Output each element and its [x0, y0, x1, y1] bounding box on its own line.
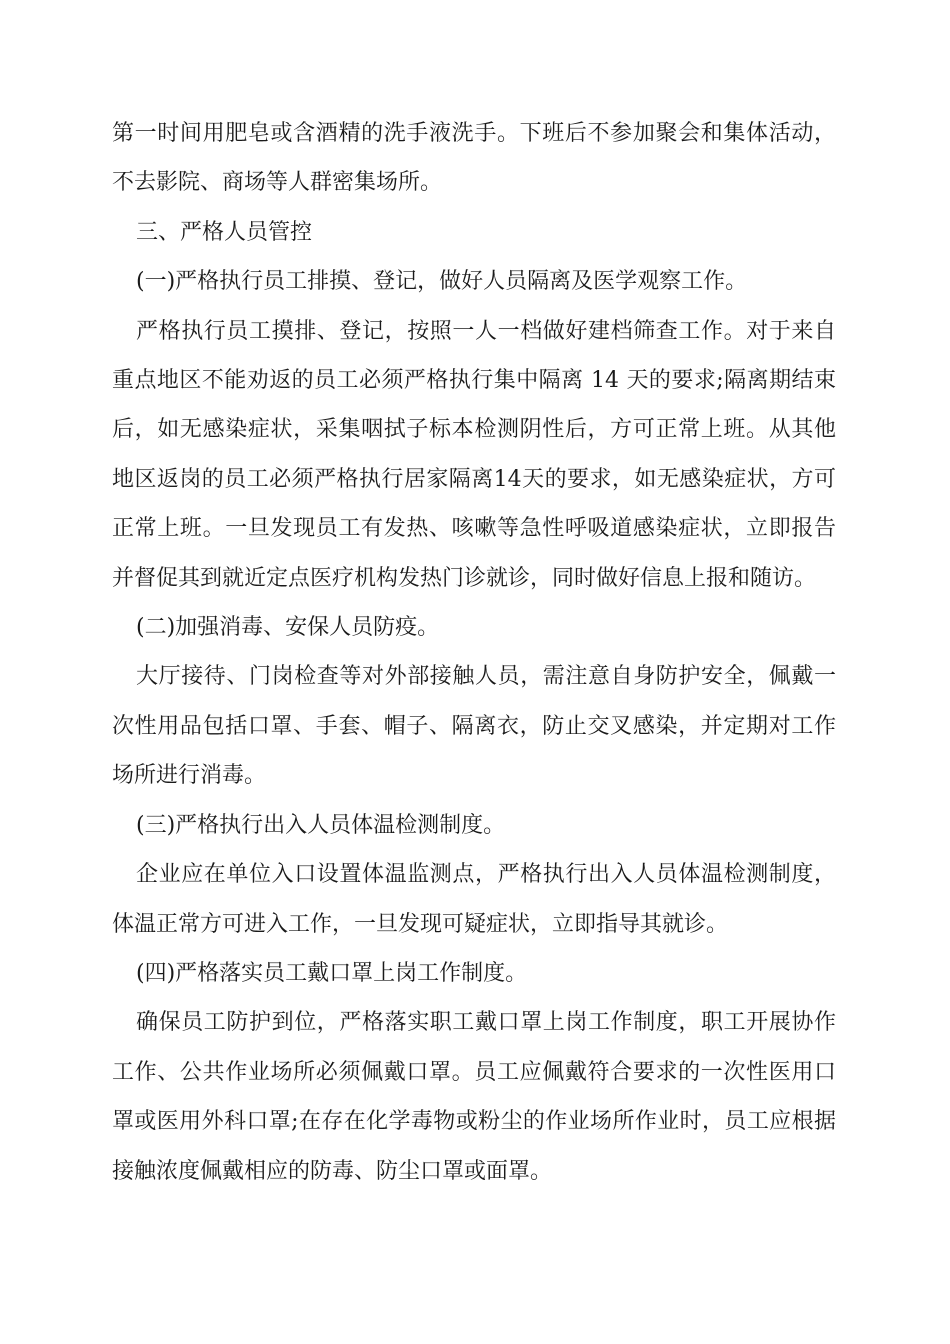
subsection-heading-2: (二)加强消毒、安保人员防疫。 — [136, 615, 440, 641]
document-body — [112, 109, 836, 1196]
subsection-heading-3: (三)严格执行出入人员体温检测制度。 — [136, 812, 506, 838]
paragraph-masks: 确保员工防护到位，严格落实职工戴口罩上岗工作制度，职工开展协作工作、公共作业场所必须佩戴口罩。员工应佩戴符合要求的一次性医用口罩或医用外科口罩;在存在化学毒物或粉尘的作业场所作业时，员工应根据接触浓度佩戴相应的防毒、防尘口罩或面罩。 — [112, 1010, 836, 1184]
paragraph-continuation: 第一时间用肥皂或含酒精的洗手液洗手。下班后不参加聚会和集体活动，不去影院、商场等人群密集场所。 — [112, 121, 836, 196]
paragraph-screening: 严格执行员工摸排、登记，按照一人一档做好建档筛查工作。对于来自重点地区不能劝返的员工必须严格执行集中隔离 14 天的要求;隔离期结束后，如无感染症状，采集咽拭子标本检测阴性后，方可正常上班。从其他地区返岗的员工必须严格执行居家隔离14天的要求，如无感染症状，方可正常上班。一旦发现员工有发热、咳嗽等急性呼吸道感染症状，立即报告并督促其到就近定点医疗机构发热门诊就诊，同时做好信息上报和随访。 — [112, 318, 836, 591]
paragraph-temperature: 企业应在单位入口设置体温监测点，严格执行出入人员体温检测制度，体温正常方可进入工作，一旦发现可疑症状，立即指导其就诊。 — [112, 862, 836, 937]
paragraph-security-staff: 大厅接待、门岗检查等对外部接触人员，需注意自身防护安全，佩戴一次性用品包括口罩、手套、帽子、隔离衣，防止交叉感染，并定期对工作场所进行消毒。 — [112, 664, 836, 789]
section-heading: 三、严格人员管控 — [136, 219, 313, 245]
subsection-heading-4: (四)严格落实员工戴口罩上岗工作制度。 — [136, 960, 528, 986]
subsection-heading-1: (一)严格执行员工排摸、登记，做好人员隔离及医学观察工作。 — [136, 269, 748, 295]
